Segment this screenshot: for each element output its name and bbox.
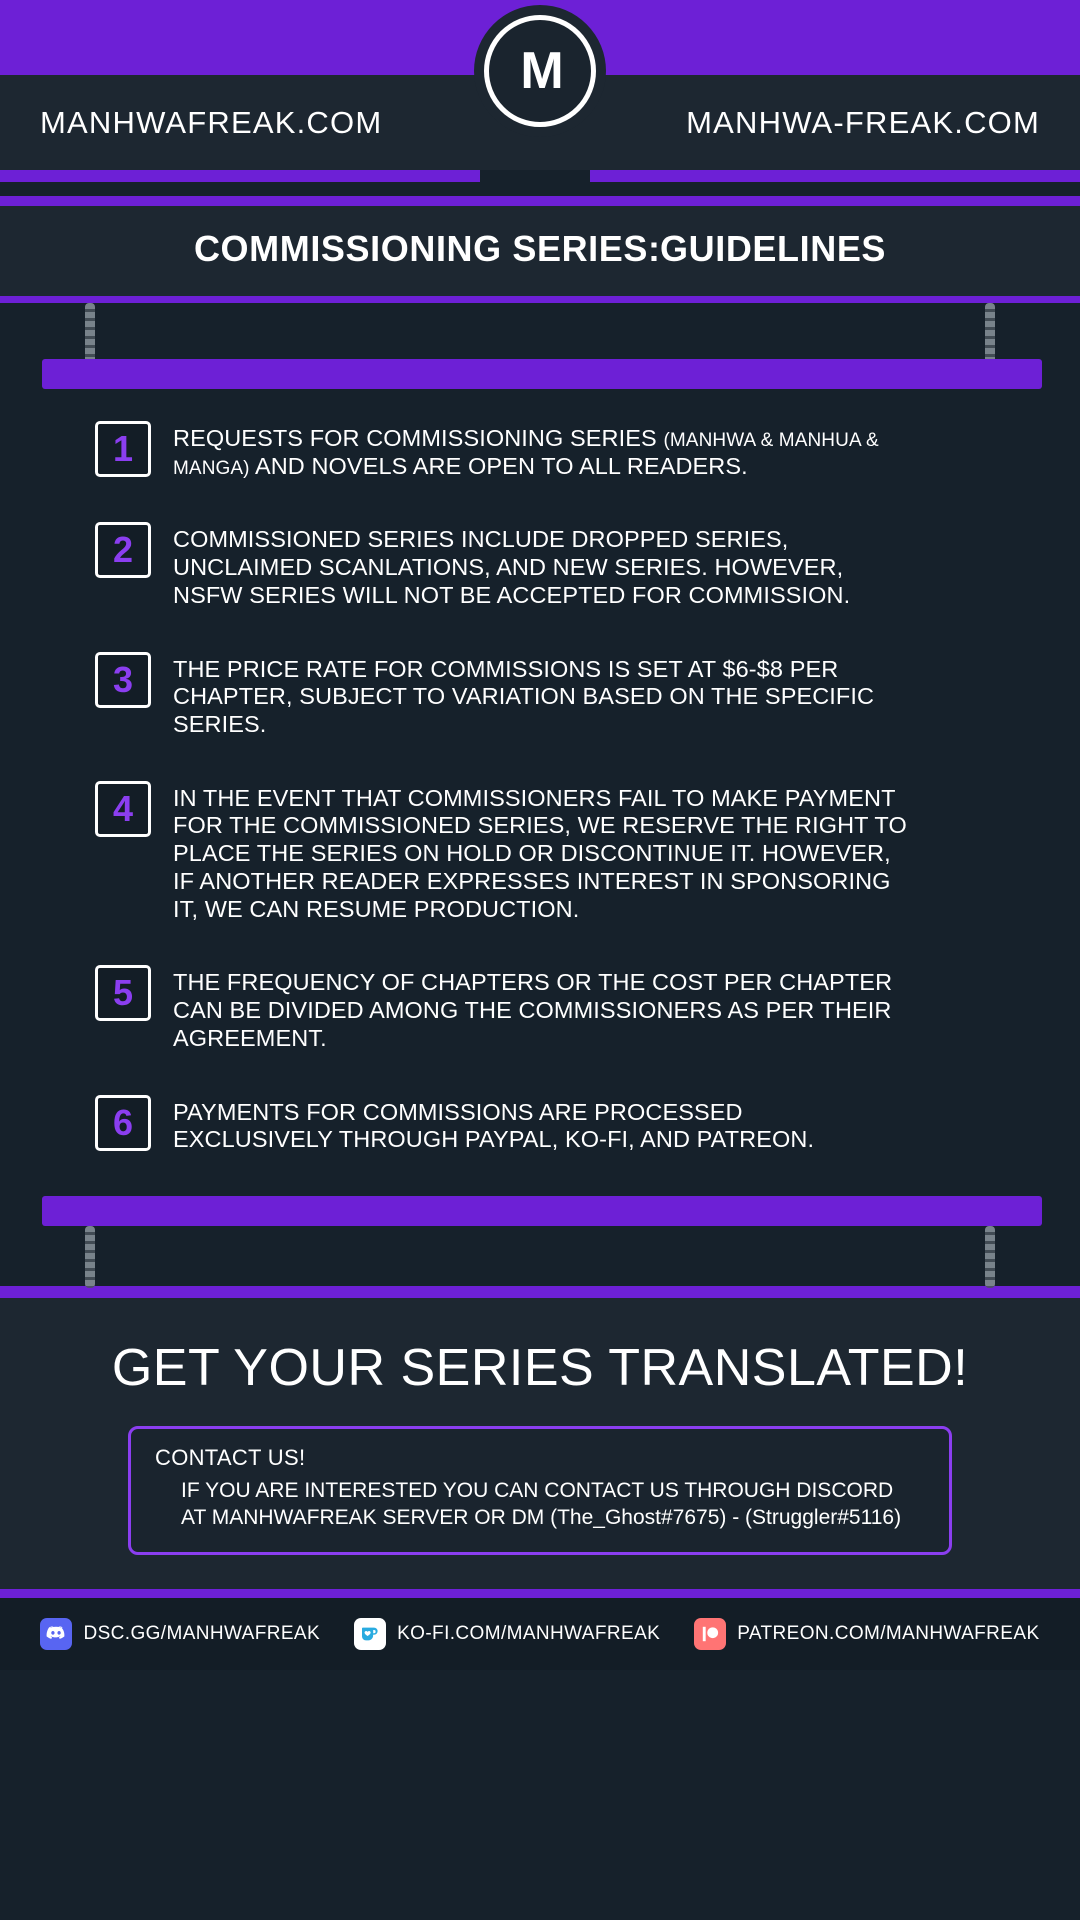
header [0,0,1080,182]
guideline-text-lead: REQUESTS FOR COMMISSIONING SERIES [173,425,664,451]
guideline-text [173,421,908,480]
guideline-text: IN THE EVENT THAT COMMISSIONERS FAIL TO MAKE PAYMENT FOR THE COMMISSIONED SERIES, WE RESERVE THE RIGHT TO PLACE THE SERIES ON HOLD OR DISCONTINUE IT. HOWEVER, IF ANOTHER READER EXPRESSES INTEREST IN SPONSORING IT, WE CAN RESUME PRODUCTION. [173,784,907,922]
guideline-item [95,965,1040,1052]
page-title-sub: GUIDELINES [660,228,887,269]
guideline-item [95,652,1040,739]
hanging-bar-top-plank [42,359,1042,389]
social-label: DSC.GG/MANHWAFREAK [83,1622,321,1644]
hanging-bar-bottom-plank [42,1196,1042,1226]
contact-title: CONTACT US! [155,1444,306,1470]
social-label: PATREON.COM/MANHWAFREAK [737,1622,1040,1644]
guideline-text: COMMISSIONED SERIES INCLUDE DROPPED SERIES, UNCLAIMED SCANLATIONS, AND NEW SERIES. HOWEVER, NSFW SERIES WILL NOT BE ACCEPTED FOR COMMISSION. [173,526,851,608]
hanging-bar-bottom [0,1196,1080,1286]
guideline-item [95,421,1040,480]
contact-line-1: IF YOU ARE INTERESTED YOU CAN CONTACT US THROUGH DISCORD [181,1478,894,1502]
site-name-left: MANHWAFREAK.COM [40,104,383,140]
social-link-discord[interactable] [40,1618,320,1650]
chain-right-icon [985,303,995,365]
header-underbar-left [0,170,480,182]
logo [474,5,606,137]
page-title-separator: : [648,228,661,269]
discord-icon [40,1618,72,1650]
guideline-item [95,781,1040,924]
chain-right-bottom-icon [985,1226,995,1288]
chain-left-bottom-icon [85,1226,95,1288]
guideline-number: 5 [95,965,151,1021]
guideline-text: PAYMENTS FOR COMMISSIONS ARE PROCESSED EXCLUSIVELY THROUGH PAYPAL, KO-FI, AND PATREON. [173,1098,815,1153]
hanging-bar-top [0,303,1080,383]
cta-divider-top [0,1286,1080,1298]
social-footer [0,1598,1080,1670]
guideline-item [95,522,1040,609]
title-divider-top [0,196,1080,206]
social-link-patreon[interactable] [694,1618,1039,1650]
contact-box [128,1426,952,1555]
logo-circle [484,15,596,127]
guideline-number: 2 [95,522,151,578]
guideline-item [95,1095,1040,1154]
cta-section [0,1298,1080,1589]
page-title-main: COMMISSIONING SERIES [193,228,649,269]
guideline-text-small: (MANHWA & MANHUA & MANGA) [173,430,879,479]
guideline-number: 1 [95,421,151,477]
title-divider-bottom [0,296,1080,303]
social-link-kofi[interactable] [354,1618,660,1650]
guidelines-list [0,383,1080,1154]
contact-line-2: AT MANHWAFREAK SERVER OR DM (The_Ghost#7675) - (Struggler#5116) [181,1506,902,1530]
page-title [0,228,1080,270]
footer-divider [0,1589,1080,1598]
chain-left-icon [85,303,95,365]
header-underbar [0,170,1080,182]
title-bar [0,206,1080,296]
social-label: KO-FI.COM/MANHWAFREAK [397,1622,661,1644]
guideline-text-tail: AND NOVELS ARE OPEN TO ALL READERS. [249,452,748,479]
guideline-number: 3 [95,652,151,708]
header-underbar-gap [480,170,590,182]
header-underbar-right [590,170,1080,182]
guideline-text: THE PRICE RATE FOR COMMISSIONS IS SET AT $6-$8 PER CHAPTER, SUBJECT TO VARIATION BASED ON THE SPECIFIC SERIES. [173,655,875,738]
guideline-number: 6 [95,1095,151,1151]
patreon-icon [694,1618,726,1650]
logo-monogram-icon: M [520,42,560,100]
kofi-icon [354,1618,386,1650]
guideline-number: 4 [95,781,151,837]
cta-heading: GET YOUR SERIES TRANSLATED! [111,1338,969,1397]
site-name-right: MANHWA-FREAK.COM [686,104,1040,140]
guideline-text: THE FREQUENCY OF CHAPTERS OR THE COST PER CHAPTER CAN BE DIVIDED AMONG THE COMMISSIONERS AS PER THEIR AGREEMENT. [173,969,893,1051]
